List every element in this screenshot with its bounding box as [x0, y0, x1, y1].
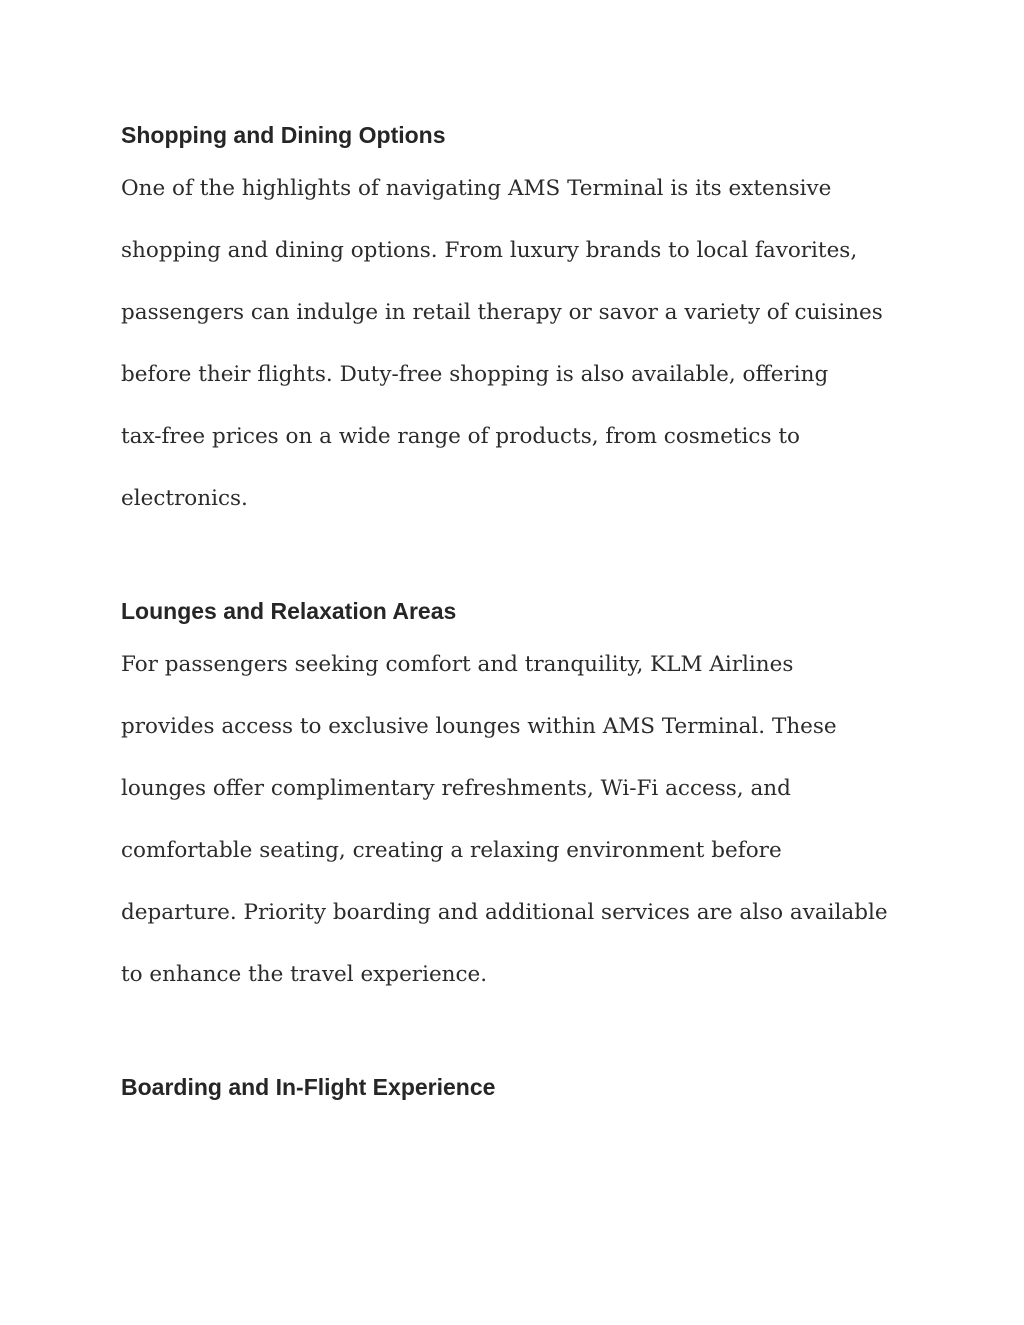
paragraph-line: departure. Priority boarding and additional services are also available	[121, 900, 888, 925]
paragraph-line: For passengers seeking comfort and tranquility, KLM Airlines	[121, 652, 794, 677]
section-paragraph-shopping-dining	[121, 158, 911, 530]
paragraph-line: electronics.	[121, 486, 248, 511]
section-heading-lounges: Lounges and Relaxation Areas	[121, 598, 457, 624]
paragraph-line: provides access to exclusive lounges within AMS Terminal. These	[121, 714, 837, 739]
paragraph-line: to enhance the travel experience.	[121, 962, 488, 987]
paragraph-line: lounges offer complimentary refreshments, Wi-Fi access, and	[121, 776, 791, 801]
paragraph-line: One of the highlights of navigating AMS Terminal is its extensive	[121, 176, 832, 201]
paragraph-line: before their flights. Duty-free shopping is also available, offering	[121, 362, 829, 387]
paragraph-line: shopping and dining options. From luxury brands to local favorites,	[121, 238, 858, 263]
paragraph-line: tax-free prices on a wide range of products, from cosmetics to	[121, 424, 800, 449]
section-heading-shopping-dining: Shopping and Dining Options	[121, 122, 446, 148]
paragraph-line: comfortable seating, creating a relaxing environment before	[121, 838, 782, 863]
section-heading-boarding: Boarding and In-Flight Experience	[121, 1074, 496, 1100]
paragraph-line: passengers can indulge in retail therapy or savor a variety of cuisines	[121, 300, 883, 325]
section-paragraph-lounges	[121, 634, 911, 1006]
